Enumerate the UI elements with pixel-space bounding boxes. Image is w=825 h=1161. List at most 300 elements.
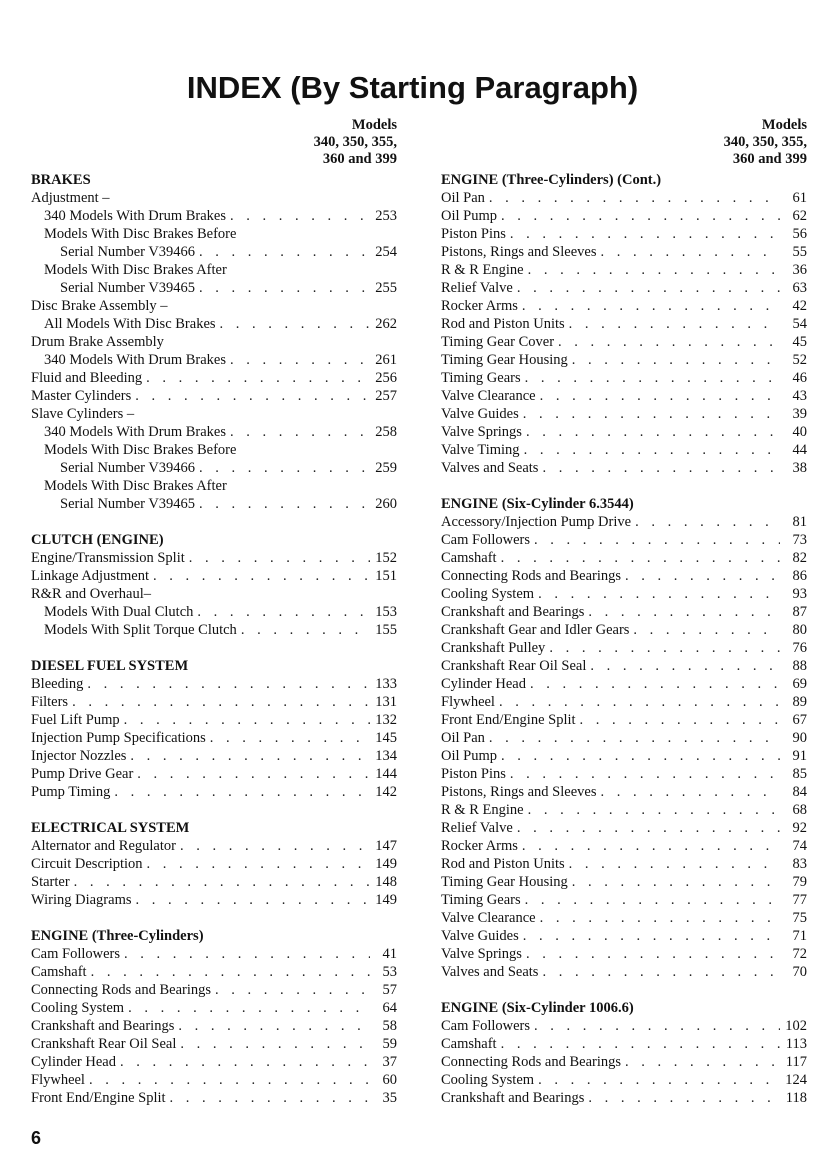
entry-label: Timing Gear Housing [441,352,568,368]
index-entry[interactable] [441,675,807,693]
dot-leader [87,675,370,693]
entry-page-number: 131 [375,694,397,710]
dot-leader [501,747,780,765]
entry-label: Circuit Description [31,856,143,872]
index-entry[interactable] [31,621,397,639]
index-entry[interactable] [441,585,807,603]
index-entry[interactable] [31,459,397,477]
index-entry[interactable] [31,1017,397,1035]
index-entry[interactable] [31,261,397,279]
index-entry[interactable] [31,837,397,855]
dot-leader [146,369,370,387]
entry-label: Timing Gear Housing [441,874,568,890]
index-entry[interactable] [31,351,397,369]
entry-page-number: 58 [382,1018,397,1034]
entry-page-number: 39 [792,406,807,422]
index-entry[interactable] [441,729,807,747]
entry-page-number: 77 [792,892,807,908]
dot-leader [197,603,370,621]
entry-page-number: 57 [382,982,397,998]
entry-page-number: 80 [792,622,807,638]
entry-label: Camshaft [441,1036,497,1052]
dot-leader [526,945,780,963]
entry-label: Connecting Rods and Bearings [441,1054,622,1070]
index-entry[interactable] [441,423,807,441]
entry-label: Cam Followers [441,532,531,548]
entry-label: Models With Dual Clutch [44,604,194,620]
entry-label: Rocker Arms [441,838,518,854]
entry-page-number: 133 [375,676,397,692]
entry-page-number: 152 [375,550,397,566]
index-entry[interactable] [441,819,807,837]
index-entry[interactable] [31,855,397,873]
index-entry[interactable] [441,927,807,945]
dot-leader [572,351,780,369]
dot-leader [540,909,780,927]
dot-leader [580,711,780,729]
dot-leader [510,765,780,783]
entry-label: Piston Pins [441,226,506,242]
index-entry[interactable] [31,783,397,801]
index-entry[interactable] [441,225,807,243]
entry-label: Engine/Transmission Split [31,550,185,566]
entry-label: Crankshaft Gear and Idler Gears [441,622,630,638]
index-entry[interactable] [441,333,807,351]
index-entry[interactable] [31,963,397,981]
dot-leader [170,1089,370,1107]
entry-label: Cam Followers [441,1018,531,1034]
dot-leader [91,963,370,981]
entry-label: Valves and Seats [441,964,539,980]
entry-label: Flywheel [441,694,495,710]
index-entry[interactable] [441,351,807,369]
entry-page-number: 148 [375,874,397,890]
entry-page-number: 124 [785,1072,807,1088]
entry-label: Models With Disc Brakes Before [44,442,237,458]
index-entry[interactable] [441,297,807,315]
entry-page-number: 75 [792,910,807,926]
index-entry[interactable] [31,549,397,567]
index-entry[interactable] [31,297,397,315]
dot-leader [489,189,780,207]
index-entry[interactable] [441,837,807,855]
index-entry[interactable] [31,567,397,585]
entry-label: Pistons, Rings and Sleeves [441,784,597,800]
entry-page-number: 81 [792,514,807,530]
entry-label: Valve Timing [441,442,520,458]
index-entry[interactable] [31,999,397,1017]
index-entry[interactable] [441,369,807,387]
entry-page-number: 262 [375,316,397,332]
entry-page-number: 37 [382,1054,397,1070]
entry-label: Master Cylinders [31,388,132,404]
entry-page-number: 62 [792,208,807,224]
dot-leader [538,1071,780,1089]
entry-page-number: 67 [792,712,807,728]
dot-leader [124,945,370,963]
entry-label: Timing Gears [441,892,521,908]
index-entry[interactable] [441,1053,807,1071]
entry-page-number: 42 [792,298,807,314]
section-title: ENGINE (Six-Cylinder 1006.6) [441,1000,634,1016]
entry-label: 340 Models With Drum Brakes [44,208,226,224]
entry-page-number: 85 [792,766,807,782]
dot-leader [569,315,780,333]
entry-label: Front End/Engine Split [31,1090,166,1106]
dot-leader [528,801,780,819]
index-entry[interactable] [441,531,807,549]
index-entry[interactable] [31,1089,397,1107]
index-entry[interactable] [31,495,397,513]
index-entry[interactable] [441,621,807,639]
entry-label: Oil Pan [441,730,485,746]
index-entry[interactable] [31,1071,397,1089]
page-title: INDEX (By Starting Paragraph) [186,70,639,105]
entry-label: Valves and Seats [441,460,539,476]
index-entry[interactable] [441,801,807,819]
index-entry[interactable] [441,513,807,531]
section-title: ENGINE (Three-Cylinders) [31,928,204,944]
entry-page-number: 70 [792,964,807,980]
dot-leader [147,855,370,873]
entry-page-number: 74 [792,838,807,854]
entry-page-number: 56 [792,226,807,242]
entry-page-number: 88 [792,658,807,674]
index-entry[interactable] [441,783,807,801]
index-entry[interactable] [441,567,807,585]
entry-label: Oil Pump [441,748,497,764]
index-entry[interactable] [441,1089,807,1107]
models-header-line: 340, 350, 355, [723,134,807,150]
entry-page-number: 87 [792,604,807,620]
index-entry[interactable] [441,243,807,261]
dot-leader [558,333,780,351]
index-entry[interactable] [31,207,397,225]
dot-leader [510,225,780,243]
entry-label: Oil Pump [441,208,497,224]
dot-leader [215,981,370,999]
index-entry[interactable] [441,639,807,657]
index-section [31,171,397,513]
index-entry[interactable] [441,441,807,459]
entry-label: Wiring Diagrams [31,892,132,908]
entry-page-number: 134 [375,748,397,764]
section-title: ELECTRICAL SYSTEM [31,820,190,836]
page-number: 6 [31,1128,42,1148]
entry-label: Valve Guides [441,406,519,422]
entry-page-number: 54 [792,316,807,332]
index-entry[interactable] [441,459,807,477]
index-entry[interactable] [441,855,807,873]
dot-leader [230,351,370,369]
entry-page-number: 151 [375,568,397,584]
entry-label: Crankshaft and Bearings [441,1090,585,1106]
dot-leader [220,315,370,333]
entry-page-number: 149 [375,856,397,872]
dot-leader [501,207,780,225]
dot-leader [199,459,370,477]
entry-label: Cooling System [441,1072,535,1088]
index-section [441,171,807,477]
index-entry[interactable] [441,747,807,765]
index-entry[interactable] [441,1017,807,1035]
dot-leader [89,1071,370,1089]
dot-leader [600,243,780,261]
dot-leader [540,387,780,405]
dot-leader [199,495,370,513]
dot-leader [114,783,370,801]
entry-page-number: 144 [375,766,397,782]
index-entry[interactable] [31,729,397,747]
entry-label: Accessory/Injection Pump Drive [441,514,632,530]
index-entry[interactable] [441,603,807,621]
index-entry[interactable] [441,891,807,909]
index-entry[interactable] [31,369,397,387]
entry-label: Rod and Piston Units [441,856,565,872]
index-entry[interactable] [441,261,807,279]
index-entry[interactable] [31,387,397,405]
entry-page-number: 68 [792,802,807,818]
index-entry[interactable] [441,909,807,927]
dot-leader [74,873,370,891]
entry-label: Valve Clearance [441,910,536,926]
section-title: CLUTCH (ENGINE) [31,532,164,548]
index-entry[interactable] [441,711,807,729]
models-header-line: 360 and 399 [322,151,397,167]
index-entry[interactable] [31,423,397,441]
entry-page-number: 71 [792,928,807,944]
dot-leader [241,621,370,639]
models-header [31,117,397,171]
index-entry[interactable] [31,585,397,603]
entry-page-number: 38 [792,460,807,476]
dot-leader [534,531,780,549]
dot-leader [635,513,780,531]
dot-leader [199,243,370,261]
dot-leader [489,729,780,747]
index-entry[interactable] [441,873,807,891]
entry-page-number: 145 [375,730,397,746]
entry-label: Cylinder Head [441,676,526,692]
entry-page-number: 260 [375,496,397,512]
index-entry[interactable] [31,747,397,765]
entry-label: Crankshaft Pulley [441,640,546,656]
dot-leader [633,621,780,639]
entry-label: Models With Disc Brakes After [44,478,227,494]
entry-label: R & R Engine [441,802,524,818]
entry-page-number: 254 [375,244,397,260]
index-entry[interactable] [441,657,807,675]
dot-leader [180,1035,370,1053]
index-entry[interactable] [441,207,807,225]
entry-label: Cylinder Head [31,1054,116,1070]
index-entry[interactable] [31,873,397,891]
entry-label: R & R Engine [441,262,524,278]
entry-page-number: 45 [792,334,807,350]
entry-label: Starter [31,874,70,890]
entry-page-number: 83 [792,856,807,872]
entry-page-number: 93 [792,586,807,602]
models-header-line: 340, 350, 355, [313,134,397,150]
entry-label: Connecting Rods and Bearings [31,982,212,998]
dot-leader [517,279,780,297]
dot-leader [523,405,780,423]
entry-label: Adjustment – [31,190,110,206]
entry-page-number: 261 [375,352,397,368]
entry-page-number: 64 [382,1000,397,1016]
index-entry[interactable] [31,891,397,909]
entry-label: All Models With Disc Brakes [44,316,216,332]
index-entry[interactable] [31,225,397,243]
entry-label: Fuel Lift Pump [31,712,120,728]
entry-label: Pistons, Rings and Sleeves [441,244,597,260]
entry-label: Timing Gear Cover [441,334,555,350]
dot-leader [625,1053,780,1071]
entry-label: Drum Brake Assembly [31,334,164,350]
index-entry[interactable] [31,477,397,495]
entry-label: Cam Followers [31,946,121,962]
index-entry[interactable] [31,405,397,423]
dot-leader [210,729,370,747]
entry-page-number: 90 [792,730,807,746]
entry-label: Fluid and Bleeding [31,370,143,386]
entry-page-number: 142 [375,784,397,800]
index-entry[interactable] [31,711,397,729]
entry-page-number: 46 [792,370,807,386]
entry-page-number: 53 [382,964,397,980]
entry-page-number: 55 [792,244,807,260]
index-entry[interactable] [31,693,397,711]
entry-page-number: 69 [792,676,807,692]
dot-leader [523,927,780,945]
index-entry[interactable] [31,1053,397,1071]
entry-label: Cooling System [441,586,535,602]
entry-page-number: 60 [382,1072,397,1088]
index-entry[interactable] [441,1035,807,1053]
dot-leader [230,207,370,225]
entry-label: Timing Gears [441,370,521,386]
dot-leader [180,837,370,855]
dot-leader [522,837,780,855]
index-entry[interactable] [441,1071,807,1089]
entry-label: 340 Models With Drum Brakes [44,424,226,440]
index-entry[interactable] [31,1035,397,1053]
index-entry[interactable] [31,333,397,351]
index-entry[interactable] [441,945,807,963]
index-entry[interactable] [441,765,807,783]
index-entry[interactable] [31,603,397,621]
index-entry[interactable] [31,765,397,783]
index-entry[interactable] [441,405,807,423]
entry-page-number: 89 [792,694,807,710]
entry-label: Slave Cylinders – [31,406,135,422]
entry-page-number: 113 [785,1036,807,1052]
dot-leader [501,549,780,567]
section-title: BRAKES [31,172,91,188]
index-entry[interactable] [441,387,807,405]
index-entry[interactable] [31,279,397,297]
entry-label: Serial Number V39465 [60,280,196,296]
entry-page-number: 102 [785,1018,807,1034]
index-entry[interactable] [31,315,397,333]
entry-page-number: 73 [792,532,807,548]
entry-page-number: 52 [792,352,807,368]
dot-leader [600,783,780,801]
index-section [441,495,807,981]
index-entry[interactable] [31,243,397,261]
entry-label: Filters [31,694,69,710]
dot-leader [153,567,370,585]
dot-leader [525,891,780,909]
entry-page-number: 82 [792,550,807,566]
index-entry[interactable] [31,441,397,459]
index-entry[interactable] [441,963,807,981]
entry-label: Front End/Engine Split [441,712,576,728]
index-entry[interactable] [31,945,397,963]
entry-page-number: 155 [375,622,397,638]
entry-label: Camshaft [31,964,87,980]
entry-label: Crankshaft and Bearings [441,604,585,620]
entry-page-number: 149 [375,892,397,908]
index-entry[interactable] [441,279,807,297]
entry-page-number: 35 [382,1090,397,1106]
dot-leader [501,1035,780,1053]
models-header-line: 360 and 399 [732,151,807,167]
index-section [31,531,397,639]
entry-page-number: 255 [375,280,397,296]
entry-page-number: 91 [792,748,807,764]
entry-page-number: 36 [792,262,807,278]
dot-leader [538,585,780,603]
entry-label: Camshaft [441,550,497,566]
entry-label: Valve Springs [441,424,522,440]
entry-page-number: 41 [382,946,397,962]
index-entry[interactable] [441,693,807,711]
entry-page-number: 258 [375,424,397,440]
entry-page-number: 61 [792,190,807,206]
entry-page-number: 153 [375,604,397,620]
entry-label: Rod and Piston Units [441,316,565,332]
index-column-right [441,117,807,1125]
dot-leader [525,369,780,387]
entry-page-number: 86 [792,568,807,584]
index-section [441,999,807,1107]
index-entry[interactable] [31,981,397,999]
index-section [31,927,397,1107]
index-entry[interactable] [441,315,807,333]
entry-label: Injection Pump Specifications [31,730,206,746]
dot-leader [522,297,780,315]
entry-label: Relief Valve [441,820,513,836]
entry-label: Serial Number V39466 [60,244,196,260]
entry-page-number: 43 [792,388,807,404]
entry-label: Pump Timing [31,784,111,800]
index-entry[interactable] [31,189,397,207]
entry-label: Models With Disc Brakes Before [44,226,237,242]
entry-page-number: 147 [375,838,397,854]
index-entry[interactable] [441,549,807,567]
entry-page-number: 44 [792,442,807,458]
entry-page-number: 257 [375,388,397,404]
section-title: ENGINE (Six-Cylinder 6.3544) [441,496,634,512]
index-entry[interactable] [31,675,397,693]
entry-label: Oil Pan [441,190,485,206]
index-entry[interactable] [441,189,807,207]
dot-leader [534,1017,780,1035]
dot-leader [128,999,370,1017]
dot-leader [517,819,780,837]
entry-label: Disc Brake Assembly – [31,298,168,314]
